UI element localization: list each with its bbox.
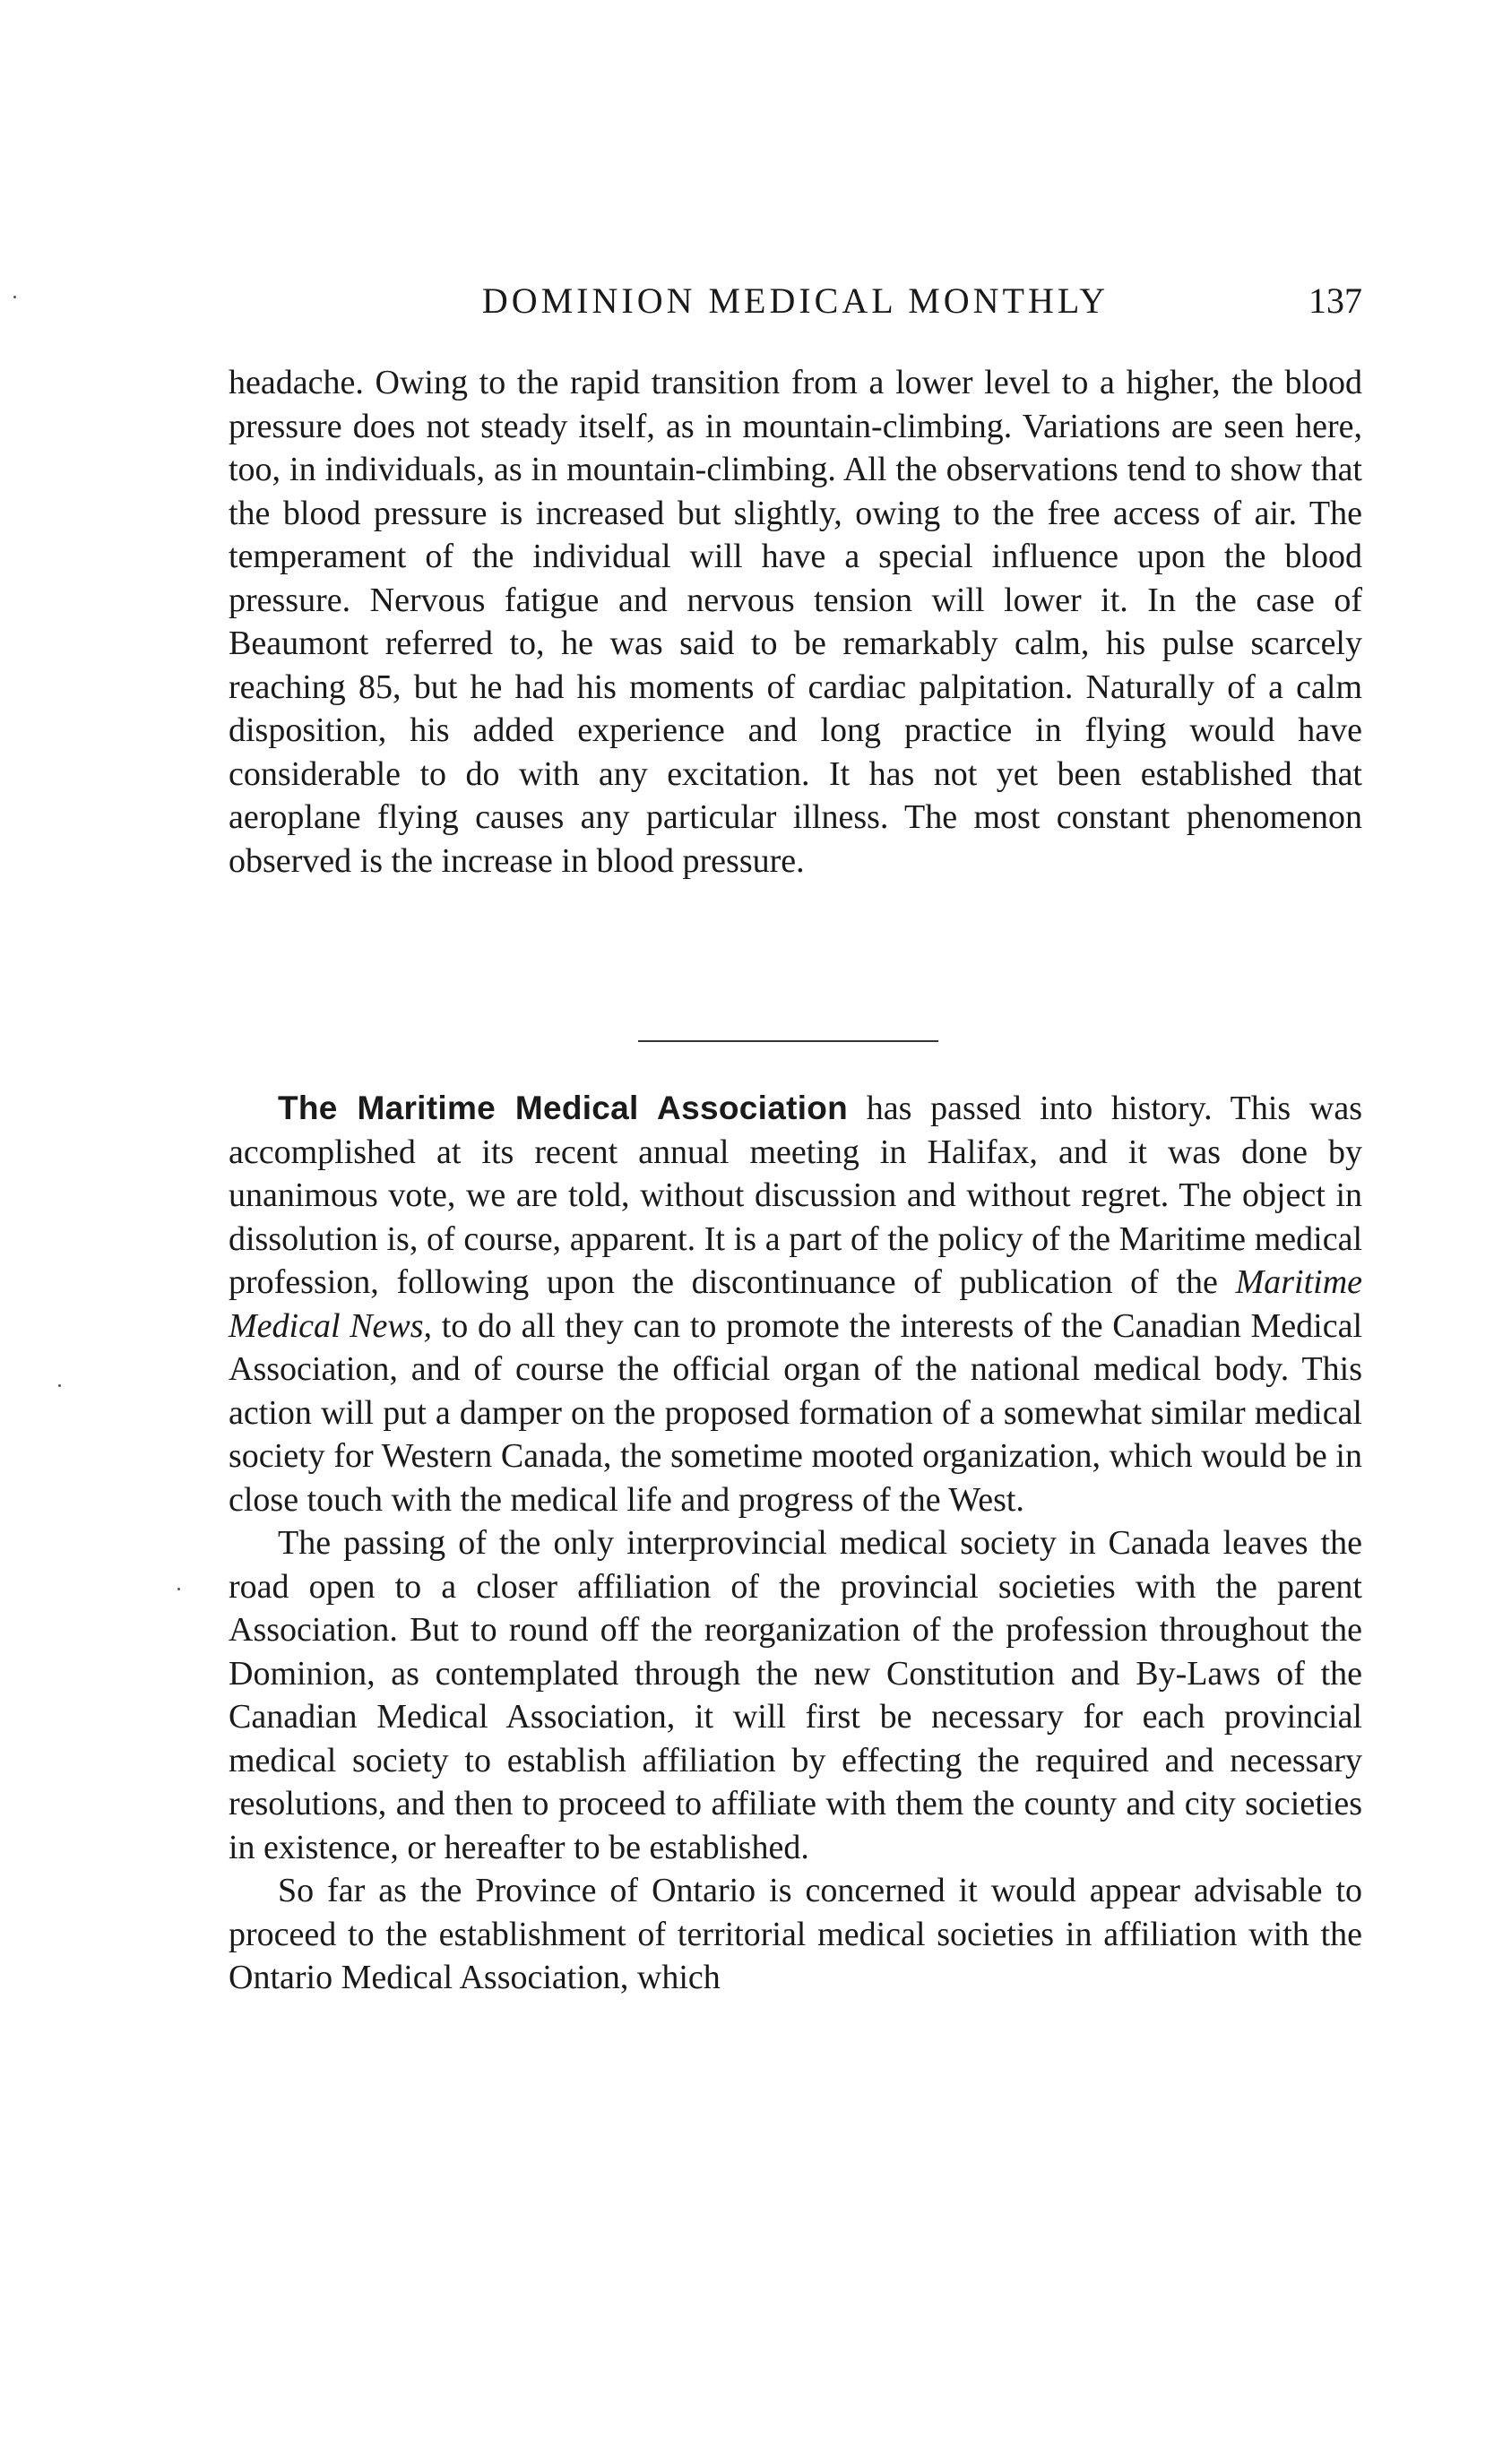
article-paragraph-2: The passing of the only interprovincial medical society in Canada leaves the road open to a closer affiliation of the provincial societies with the parent Association. But to round off the reorganization of the profession throughout the Dominion, as contemplated through the new Constitution and By-Laws of the Canadian Medical Association, it will first be necessary for each provincial medical society to establish affiliation by effecting the required and necessary resolutions, and then to proceed to affiliate with them the county and city societies in existence, or hereafter to be established. <box>229 1524 1362 1866</box>
journal-name-italic: Maritime Medical News, <box>229 1263 1363 1345</box>
scan-speck <box>177 1588 180 1590</box>
continued-text-block <box>229 361 1362 883</box>
section-divider <box>638 1040 938 1042</box>
scan-speck <box>58 1384 61 1387</box>
continued-paragraph: headache. Owing to the rapid transition from a lower level to a higher, the blood pressure does not steady itself, as in mountain-climbing. Variations are seen here, too, in individuals, as in mountain-climbing. All the observations tend to show that the blood pressure is increased but slightly, owing to the free access of air. The temperament of the individual will have a special influence upon the blood pressure. Nervous fatigue and nervous tension will lower it. In the case of Beaumont referred to, he was said to be remarkably calm, his pulse scarcely reaching 85, but he had his moments of cardiac palpitation. Naturally of a calm disposition, his added experience and long practice in flying would have considerable to do with any excitation. It has not yet been established that aeroplane flying causes any particular illness. The most constant phenomenon observed is the increase in blood pressure. <box>229 364 1362 880</box>
page-number: 137 <box>1308 280 1362 321</box>
page-header <box>229 280 1362 324</box>
article-paragraph-1 <box>229 1087 1362 1521</box>
journal-title: DOMINION MEDICAL MONTHLY <box>481 280 1110 321</box>
scan-speck <box>13 296 16 298</box>
article-paragraph-1-part-1: has passed into history. This was accomplished at its recent annual meeting in Halifax, and it was done by unanimous vote, we are told, without discussion and without regret. The object in dissolution is, of course, apparent. It is a part of the policy of the Maritime medical profession, following upon the discontinuance of publication of the <box>229 1090 1363 1301</box>
article-paragraph-1-part-2: to do all they can to promote the interests of the Canadian Medical Association, and of course the official organ of the national medical body. This action will put a damper on the proposed formation of a somewhat similar medical society for Western Canada, the sometime mooted organization, which would be in close touch with the medical life and progress of the West. <box>229 1306 1363 1519</box>
article-block <box>229 1087 1362 2000</box>
article-heading: The Maritime Medical Association <box>278 1090 849 1126</box>
article-paragraph-3: So far as the Province of Ontario is concerned it would appear advisable to proceed to the establishment of territorial medical societies in affiliation with the Ontario Medical Association, which <box>229 1872 1362 1996</box>
